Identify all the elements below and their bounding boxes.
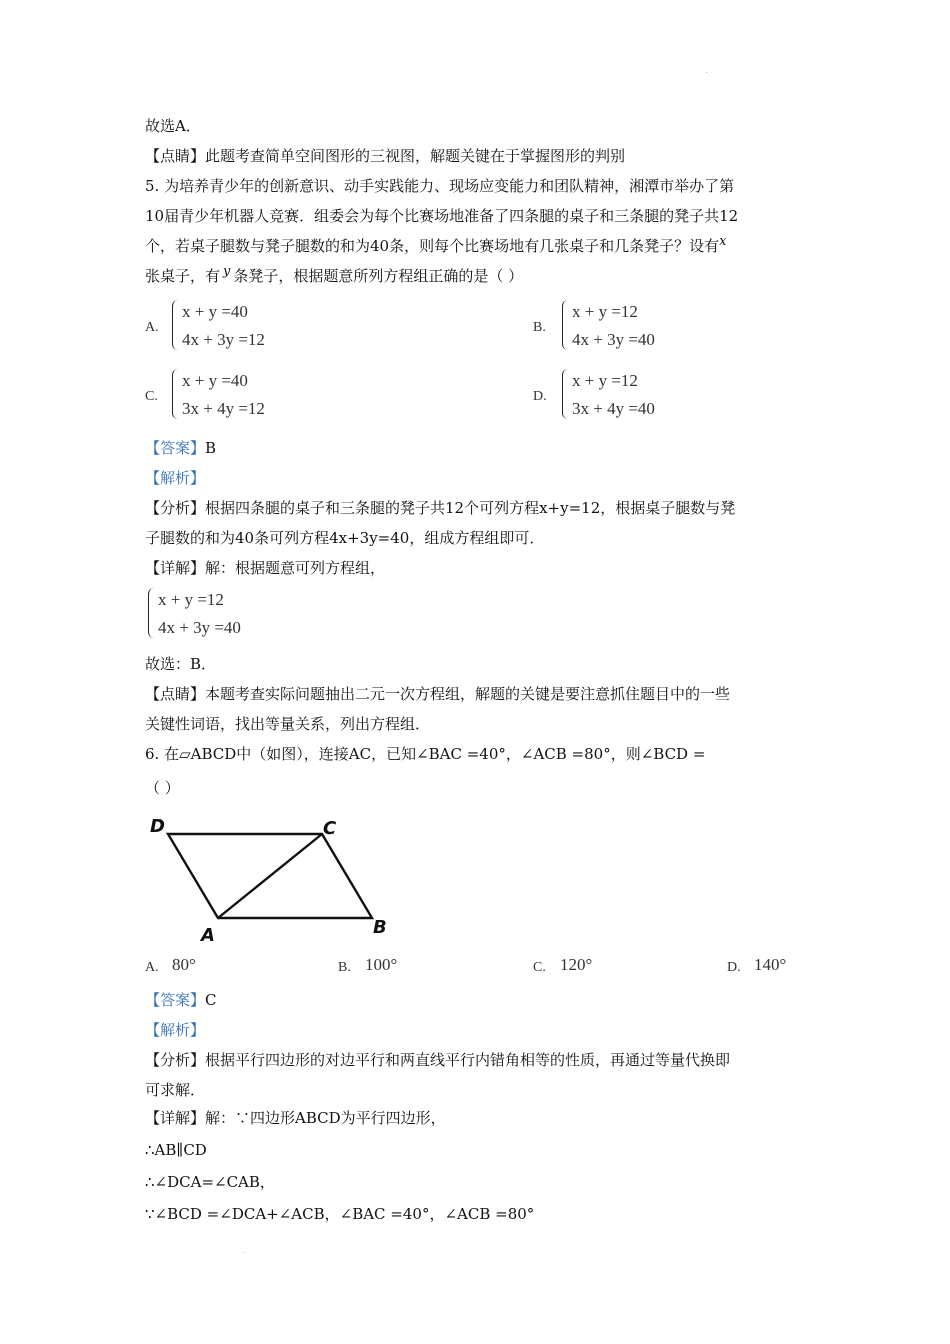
scan-speck bbox=[706, 72, 707, 73]
q6-jiexi: 【解析】 bbox=[145, 1021, 206, 1039]
q6-stem-1: 6. 在▱ABCD中（如图），连接AC，已知∠BAC =40°，∠ACB =80°，则∠BCD = bbox=[145, 745, 706, 763]
var-x: x bbox=[719, 234, 727, 249]
q6-option-c-label: C. bbox=[533, 960, 546, 975]
q6-detail: 【详解】解：∵四边形ABCD为平行四边形， bbox=[145, 1109, 446, 1127]
q5-stem-1: 5. 为培养青少年的创新意识、动手实践能力、现场应变能力和团队精神，湘潭市举办了第 bbox=[145, 177, 735, 195]
equation-1: x + y =12 bbox=[572, 371, 638, 390]
q5-stem-4b: 条凳子，根据题意所列方程组正确的是（ ） bbox=[233, 267, 524, 285]
q5-stem-4a: 张桌子，有 bbox=[145, 267, 221, 285]
brace bbox=[148, 588, 157, 638]
q5-option-d-label: D. bbox=[533, 389, 547, 404]
equation-2: 4x + 3y =12 bbox=[182, 330, 265, 349]
answer-tag: 【答案】 bbox=[145, 991, 206, 1009]
q6-option-b-label: B. bbox=[338, 960, 351, 975]
q6-analysis-1: 【分析】根据平行四边形的对边平行和两直线平行内错角相等的性质，再通过等量代换即 bbox=[145, 1051, 731, 1069]
q6-answer bbox=[145, 990, 217, 1010]
var-y: y bbox=[223, 264, 231, 279]
q6-option-d-label: D. bbox=[727, 960, 741, 975]
q5-option-a-label: A. bbox=[145, 320, 159, 335]
vertex-d-label: D bbox=[150, 816, 165, 837]
scan-speck bbox=[243, 1252, 244, 1253]
equation-1: x + y =12 bbox=[572, 302, 638, 321]
q5-remark-1: 【点睛】本题考查实际问题抽出二元一次方程组，解题的关键是要注意抓住题目中的一些 bbox=[145, 685, 731, 703]
vertex-c-label: C bbox=[323, 818, 337, 839]
q6-stem-2: （ ） bbox=[145, 779, 180, 797]
q5-analysis-1: 【分析】根据四条腿的桌子和三条腿的凳子共12个可列方程x+y=12，根据桌子腿数与凳 bbox=[145, 499, 736, 517]
q5-conclusion: 故选：B． bbox=[145, 655, 217, 673]
brace bbox=[172, 369, 181, 419]
q6-option-a-value: 80° bbox=[172, 955, 196, 974]
equation-2: 4x + 3y =40 bbox=[572, 330, 655, 349]
q6-step-3: ∵∠BCD =∠DCA+∠ACB，∠BAC =40°，∠ACB =80° bbox=[145, 1205, 535, 1223]
q5-stem-2: 10届青少年机器人竞赛．组委会为每个比赛场地准备了四条腿的桌子和三条腿的凳子共12 bbox=[145, 207, 739, 225]
q6-analysis-2: 可求解． bbox=[145, 1081, 206, 1099]
q6-option-d-value: 140° bbox=[754, 955, 787, 974]
equation-1: x + y =40 bbox=[182, 302, 248, 321]
parallelogram-figure bbox=[140, 812, 400, 942]
brace bbox=[562, 369, 571, 419]
equation-1: x + y =40 bbox=[182, 371, 248, 390]
q6-step-2: ∴∠DCA=∠CAB， bbox=[145, 1173, 275, 1191]
vertex-b-label: B bbox=[373, 917, 387, 938]
remark-line: 【点睛】此题考查简单空间图形的三视图，解题关键在于掌握图形的判别 bbox=[145, 147, 626, 165]
q5-analysis-2: 子腿数的和为40条可列方程4x+3y=40，组成方程组即可． bbox=[145, 529, 545, 547]
q5-stem-3 bbox=[145, 236, 726, 258]
answer-value: C bbox=[205, 991, 217, 1009]
diagonal-ac bbox=[218, 834, 322, 918]
q5-option-b-label: B. bbox=[533, 320, 546, 335]
equation-2: 3x + 4y =12 bbox=[182, 399, 265, 418]
q5-stem-4 bbox=[145, 266, 523, 288]
q5-answer bbox=[145, 438, 216, 458]
q5-stem-3-text: 个，若桌子腿数与凳子腿数的和为40条，则每个比赛场地有几张桌子和几条凳子？设有 bbox=[145, 237, 720, 255]
equation-2: 3x + 4y =40 bbox=[572, 399, 655, 418]
q6-option-b-value: 100° bbox=[365, 955, 398, 974]
q5-remark-2: 关键性词语，找出等量关系，列出方程组． bbox=[145, 715, 431, 733]
equation-1: x + y =12 bbox=[158, 590, 224, 609]
q6-option-c-value: 120° bbox=[560, 955, 593, 974]
conclusion-a: 故选A． bbox=[145, 117, 201, 135]
equation-2: 4x + 3y =40 bbox=[158, 618, 241, 637]
answer-tag: 【答案】 bbox=[145, 439, 206, 457]
q5-jiexi: 【解析】 bbox=[145, 469, 206, 487]
q5-detail: 【详解】解：根据题意可列方程组， bbox=[145, 559, 386, 577]
q6-option-a-label: A. bbox=[145, 960, 159, 975]
brace bbox=[562, 300, 571, 350]
vertex-a-label: A bbox=[201, 925, 215, 942]
brace bbox=[172, 300, 181, 350]
q6-step-1: ∴AB∥CD bbox=[145, 1141, 207, 1159]
answer-value: B bbox=[205, 439, 217, 457]
q5-option-c-label: C. bbox=[145, 389, 158, 404]
